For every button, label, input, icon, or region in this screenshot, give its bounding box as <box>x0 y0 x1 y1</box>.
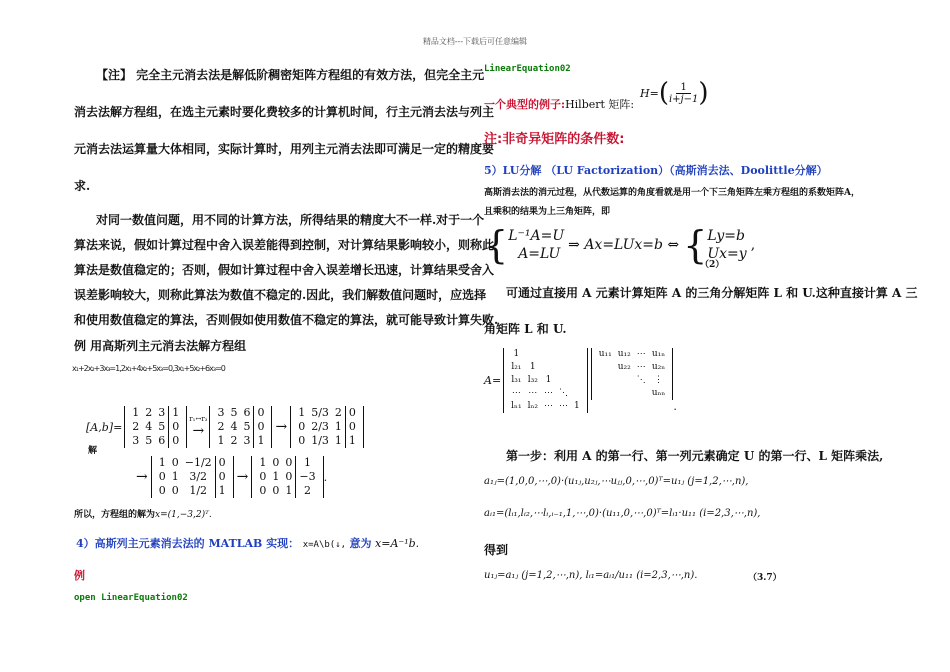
matrix-cell: 5/3 <box>311 406 329 419</box>
para-line: 对同一数值问题，用不同的计算方法，所得结果的精度大不一样.对于一个 <box>96 213 485 227</box>
example-title: 例 用高斯列主元消去法解方程组 <box>74 339 247 353</box>
lu-left-eqs <box>508 227 564 263</box>
matrix-cell: 1 <box>272 470 280 483</box>
matrix-cell: ⋮ <box>654 375 664 385</box>
matrix-cell: 1 <box>334 434 342 447</box>
hilbert-num: 1 <box>676 82 690 94</box>
matrix-cell: 5 <box>230 406 238 419</box>
matrix-cell: 4 <box>145 420 153 433</box>
matrix-cell: 1 <box>217 434 225 447</box>
matrix-cell: 0 <box>171 484 179 497</box>
formula-ai1: aᵢ₁=(lᵢ₁,lᵢ₂,⋯lᵢ,ᵢ₋₁,1,⋯,0)·(u₁₁,0,⋯,0)ᵀ=lᵢ₁·u₁₁ (i=2,3,⋯,n), <box>484 508 761 519</box>
hilbert-den: i+j−1 <box>668 93 699 105</box>
matrix-cell: 2 <box>230 434 238 447</box>
formula-a1j: a₁ⱼ=(1,0,0,⋯,0)·(u₁ⱼ,u₂ⱼ,⋯uⱼⱼ,0,⋯,0)ᵀ=u₁ⱼ (j=1,2,⋯,n), <box>484 476 749 487</box>
a-label: A= <box>484 374 502 387</box>
matrix-cell: ⋯ <box>543 388 553 398</box>
obtain-label: 得到 <box>484 543 509 557</box>
matrix-cell: 2 <box>145 406 153 419</box>
lu-comma: , <box>750 237 756 253</box>
matrix-cell: 0 <box>171 456 179 469</box>
section-4-mid: 意为 <box>349 537 372 550</box>
matrix-cell: 3 <box>132 434 140 447</box>
matrix-cell: ⋯ <box>528 388 538 398</box>
augmented-row-2: → 1 0 −1/2 0 0 1 3/2 0 0 0 1/2 1 → 1 0 0 1 0 1 0 −3 0 0 1 2 . <box>136 456 328 497</box>
matrix-cell: 0 <box>345 406 359 420</box>
code-label: LinearEquation02 <box>484 64 571 74</box>
matrix-cell: ⋯ <box>511 388 521 398</box>
matrix-cell: ⋯ <box>636 349 646 359</box>
matrix-cell <box>556 348 571 361</box>
matrix-cell: 1 <box>296 456 319 470</box>
matrix-cell: ⋱ <box>636 375 646 385</box>
matrix-cell: uₙₙ <box>651 388 666 398</box>
matrix-cell: 6 <box>158 434 166 447</box>
lu-eq: L⁻¹A=U <box>508 228 565 244</box>
matrix-cell: 0 <box>345 420 359 434</box>
equation-number-37: （3.7） <box>748 573 782 583</box>
matrix-cell: 0 <box>158 484 166 497</box>
matrix-cell <box>596 374 615 387</box>
solution-label: 解 <box>88 446 98 456</box>
matrix-cell: 0 <box>298 420 306 433</box>
matrix-cell: 0 <box>254 420 268 434</box>
matrix-cell: 2 <box>334 406 342 419</box>
matrix-cell <box>556 361 571 374</box>
matrix-swapped <box>209 406 272 448</box>
matrix-cell <box>556 374 571 387</box>
augmented-row-1 <box>86 406 364 448</box>
matrix-cell: 1 <box>345 434 359 448</box>
equation-number-2: （2） <box>700 260 725 270</box>
para-line: 算法来说，假如计算过程中舍入误差能得到控制，对计算结果影响较小，则称此 <box>74 238 495 252</box>
matrix-cell: 0 <box>259 484 267 497</box>
matrix-cell: 3 <box>158 406 166 419</box>
matrix-cell: ⋯ <box>558 401 568 411</box>
desc-line: 高斯消去法的消元过程，从代数运算的角度看就是用一个下三角矩阵左乘方程组的系数矩阵A， <box>484 188 860 198</box>
matrix-ab <box>124 406 187 448</box>
matrix-cell: 4 <box>230 420 238 433</box>
matrix-cell: 0 <box>272 456 280 469</box>
para-line: 误差影响较大，则称此算法为数值不稳定的.因此，我们解数值问题时，应选择 <box>74 288 487 302</box>
matrix-cell: u₂₂ <box>617 362 631 372</box>
note-line: 求. <box>74 179 91 193</box>
matrix-cell: 1 <box>215 484 229 498</box>
matrix-cell: 0 <box>285 456 293 469</box>
matrix-cell: ⋱ <box>558 388 568 398</box>
typical-example <box>484 96 634 112</box>
matrix-cell <box>571 374 583 387</box>
nonsingular-note: 注:非奇异矩阵的条件数: <box>484 132 625 147</box>
matrix-cell <box>541 348 556 361</box>
lu-period: . <box>673 400 677 413</box>
open-command: open LinearEquation02 <box>74 593 188 603</box>
matrix-cell <box>571 348 583 361</box>
lu-eq: A=LU <box>518 246 561 262</box>
row-swap-label: r₁↔r₃ <box>189 415 208 423</box>
section-4-prefix: 4）高斯列主元素消去法的 MATLAB 实现： <box>76 537 300 550</box>
matlab-code: x=A\b(↓, <box>302 540 347 550</box>
direct-line: 角矩阵 L 和 U. <box>484 322 567 336</box>
matrix-cell <box>634 387 649 400</box>
note-line: 【注】 完全主元消去法是解低阶稠密矩阵方程组的有效方法，但完全主元 <box>96 68 485 82</box>
matrix-cell: 2 <box>217 420 225 433</box>
matrix-cell: 1 <box>254 434 268 448</box>
matrix-cell: l₃₂ <box>527 375 538 385</box>
result-prefix: 所以，方程组的解为 <box>74 510 156 520</box>
matrix-u <box>591 348 674 400</box>
matrix-cell: 1 <box>545 375 552 385</box>
matrix-cell: l₂₁ <box>511 362 522 372</box>
matrix-cell: 2 <box>296 484 319 498</box>
garbled-equation: x₁+2x₂+3x₃=1,2x₁+4x₂+5x₃=0,3x₁+5x₂+6x₃=0 <box>72 364 225 373</box>
matrix-cell: ⋯ <box>543 401 553 411</box>
matrix-cell: 0 <box>169 434 183 448</box>
matrix-cell: 2/3 <box>311 420 329 433</box>
lu-eq: Ly=b <box>707 228 745 244</box>
matrix-cell: 0 <box>298 434 306 447</box>
matrix-cell: 5 <box>243 420 251 433</box>
typical-plain: Hilbert 矩阵: <box>565 98 635 111</box>
matrix-cell: 1 <box>334 420 342 433</box>
matrix-cell: 1 <box>169 406 183 420</box>
matrix-cell: 1 <box>259 456 267 469</box>
arrow-icon: → <box>275 419 288 435</box>
matrix-cell <box>596 387 615 400</box>
matrix-cell: u₁ₙ <box>651 349 666 359</box>
matrix-step3 <box>151 456 234 498</box>
matrix-cell: 3 <box>217 406 225 419</box>
lu-factorization <box>484 348 677 413</box>
paren-close: ) <box>698 78 709 108</box>
matrix-cell: 1 <box>158 456 166 469</box>
matrix-step2 <box>290 406 364 448</box>
matrix-cell: 1 <box>285 484 293 497</box>
matrix-cell: −3 <box>296 470 319 484</box>
formula-result: u₁ⱼ=a₁ⱼ (j=1,2,⋯,n), lᵢ₁=aᵢ₁/u₁₁ (i=2,3,⋯,n). <box>484 570 698 581</box>
matrix-cell: 3/2 <box>189 470 208 483</box>
matrix-cell: 1 <box>171 470 179 483</box>
direct-paragraph <box>484 285 918 337</box>
matrix-cell: l₃₁ <box>511 375 522 385</box>
matrix-cell: 5 <box>158 420 166 433</box>
matrix-cell: 1 <box>573 401 580 411</box>
matrix-cell <box>571 361 583 374</box>
matrix-cell: 0 <box>215 470 229 484</box>
matrix-cell <box>615 374 634 387</box>
matrix-cell: 0 <box>158 470 166 483</box>
matrix-cell: 1 <box>513 349 520 359</box>
matrix-cell: 3 <box>243 434 251 447</box>
arrow-icon: → <box>236 469 249 485</box>
matrix-cell: lₙ₂ <box>527 401 538 411</box>
typical-prefix: 一个典型的例子: <box>484 98 566 111</box>
lu-implication: ⇒ Ax=LUx=b ⇔ <box>568 237 680 253</box>
matrix-cell: 1 <box>529 362 536 372</box>
para-line: 算法是数值稳定的；否则，假如计算过程中舍入误差增长迅速，计算结果受舍入 <box>74 263 495 277</box>
matrix-cell: lₙ₁ <box>511 401 522 411</box>
desc-line: 且乘积的结果为上三角矩阵，即 <box>484 207 611 217</box>
para-line: 和使用数值稳定的算法，否则假如使用数值不稳定的算法，就可能导致计算失败. <box>74 313 499 327</box>
step-one: 第一步：利用 A 的第一行、第一列元素确定 U 的第一行、L 矩阵乘法, <box>506 449 884 463</box>
matrix-cell: 0 <box>285 470 293 483</box>
example-label: 例 <box>74 569 85 582</box>
matrix-cell <box>615 387 634 400</box>
lu-description <box>484 186 894 219</box>
matrix-cell: ⋯ <box>636 362 646 372</box>
result-line <box>74 508 212 522</box>
matrix-cell: 0 <box>272 484 280 497</box>
matrix-cell: 2 <box>132 420 140 433</box>
hilbert-fraction <box>669 82 698 105</box>
matrix-cell: 0 <box>215 456 229 470</box>
matrix-cell <box>571 387 583 400</box>
brace-right: { <box>683 223 708 267</box>
arrow-icon: → <box>136 469 148 485</box>
matrix-cell: 0 <box>169 420 183 434</box>
augmented-label: [A,b]= <box>86 420 123 434</box>
page-header: 精品文档---下载后可任意编辑 <box>422 37 528 46</box>
hilbert-formula <box>640 80 709 106</box>
matrix-cell: 5 <box>145 434 153 447</box>
matrix-cell: 0 <box>254 406 268 420</box>
brace-left: { <box>484 223 509 267</box>
paren-open: ( <box>658 78 669 108</box>
matrix-cell: 1/3 <box>311 434 329 447</box>
matrix-cell: 1 <box>132 406 140 419</box>
matrix-cell: 6 <box>243 406 251 419</box>
note-line: 消去法解方程组，在选主元素时要化费较多的计算机时间，行主元消去法与列主 <box>74 105 495 119</box>
matrix-cell: −1/2 <box>184 456 212 469</box>
matrix-cell <box>541 361 556 374</box>
result-math: x=(1,−3,2)ᵀ. <box>155 510 212 520</box>
note-line: 元消去法运算量大体相同，实际计算时，用列主元消去法即可满足一定的精度要 <box>74 142 495 156</box>
matrix-cell: 1 <box>298 406 306 419</box>
lu-eq: Ux=y <box>707 246 747 262</box>
matrix-cell: 0 <box>259 470 267 483</box>
matrix-cell: u₂ₙ <box>651 362 666 372</box>
matrix-cell: u₁₁ <box>598 349 612 359</box>
matrix-cell: u₁₂ <box>617 349 631 359</box>
section-4-title <box>76 535 419 551</box>
section-4-math: x=A⁻¹b. <box>375 537 420 550</box>
matrix-cell <box>525 348 541 361</box>
matrix-cell <box>596 361 615 374</box>
matrix-cell: 1/2 <box>189 484 208 497</box>
matrix-l <box>503 348 588 413</box>
direct-line: 可通过直接用 A 元素计算矩阵 A 的三角分解矩阵 L 和 U.这种直接计算 A 三 <box>506 286 918 300</box>
arrow-icon: → <box>192 423 205 439</box>
hilbert-lhs: H= <box>640 86 659 100</box>
section-5-title: 5）LU分解 （LU Factorization）（高斯消去法、Doolittle分解） <box>484 164 828 177</box>
matrix-final <box>251 456 323 498</box>
